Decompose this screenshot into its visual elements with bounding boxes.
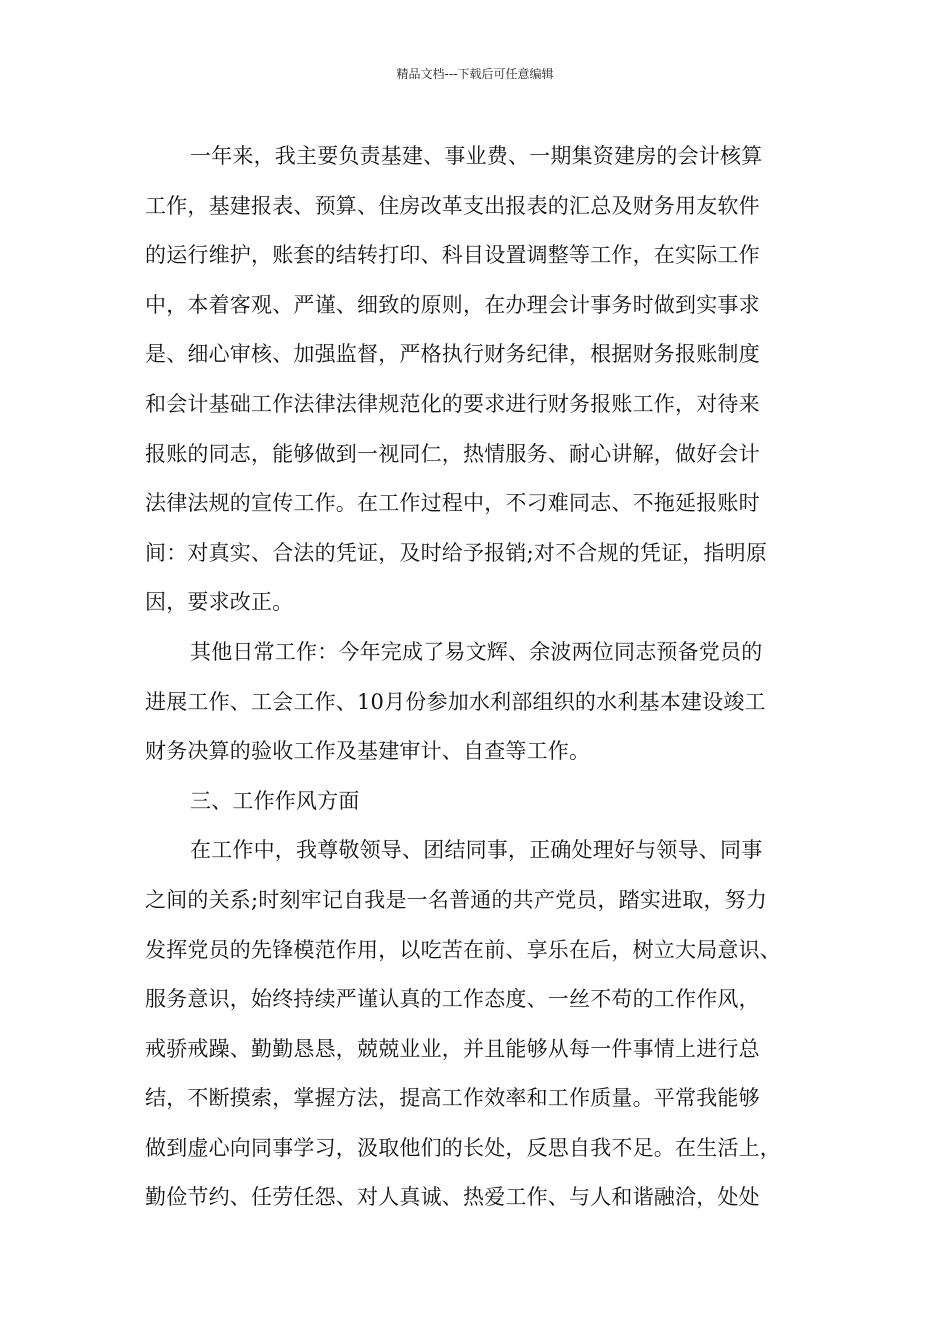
paragraph-line: 做到虚心向同事学习，汲取他们的长处，反思自我不足。在生活上， [145,1135,781,1160]
paragraph-line: 勤俭节约、任劳任怨、对人真诚、热爱工作、与人和谐融洽，处处 [145,1185,760,1210]
paragraph-line: 一年来，我主要负责基建、事业费、一期集资建房的会计核算 [190,144,763,168]
paragraph-line: 在工作中，我尊敬领导、团结同事，正确处理好与领导、同事 [190,838,763,863]
paragraph-line: 发挥党员的先锋模范作用，以吃苦在前、享乐在后，树立大局意识、 [145,937,781,962]
paragraph-line: 的运行维护，账套的结转打印、科目设置调整等工作，在实际工作 [145,243,760,268]
paragraph-line: 进展工作、工会工作、10月份参加水利部组织的水利基本建设竣工 [145,689,766,714]
paragraph-line: 之间的关系;时刻牢记自我是一名普通的共产党员，踏实进取，努力 [145,887,768,912]
paragraph-line: 戒骄戒躁、勤勤恳恳，兢兢业业，并且能够从每一件事情上进行总 [145,1036,760,1061]
paragraph-line: 结，不断摸索，掌握方法，提高工作效率和工作质量。平常我能够 [145,1086,760,1111]
paragraph-line: 服务意识，始终持续严谨认真的工作态度、一丝不苟的工作作风， [145,987,760,1012]
page-header: 精品文档---下载后可任意编辑 [396,67,554,81]
paragraph-line: 工作，基建报表、预算、住房改革支出报表的汇总及财务用友软件 [145,193,760,218]
paragraph-line: 间：对真实、合法的凭证，及时给予报销;对不合规的凭证，指明原 [145,540,768,565]
paragraph-line: 其他日常工作：今年完成了易文辉、余波两位同志预备党员的 [190,639,763,664]
paragraph-line: 因，要求改正。 [145,590,294,615]
paragraph-line: 法律法规的宣传工作。在工作过程中，不刁难同志、不拖延报账时 [145,491,760,516]
section-heading: 三、工作作风方面 [190,788,360,813]
paragraph-line: 中，本着客观、严谨、细致的原则，在办理会计事务时做到实事求 [145,292,760,317]
paragraph-line: 财务决算的验收工作及基建审计、自查等工作。 [145,739,591,764]
paragraph-line: 是、细心审核、加强监督，严格执行财务纪律，根据财务报账制度 [145,342,760,367]
document-body [145,132,830,1223]
paragraph-line: 和会计基础工作法律法律规范化的要求进行财务报账工作，对待来 [145,391,760,416]
paragraph-line: 报账的同志，能够做到一视同仁，热情服务、耐心讲解，做好会计 [145,441,760,466]
